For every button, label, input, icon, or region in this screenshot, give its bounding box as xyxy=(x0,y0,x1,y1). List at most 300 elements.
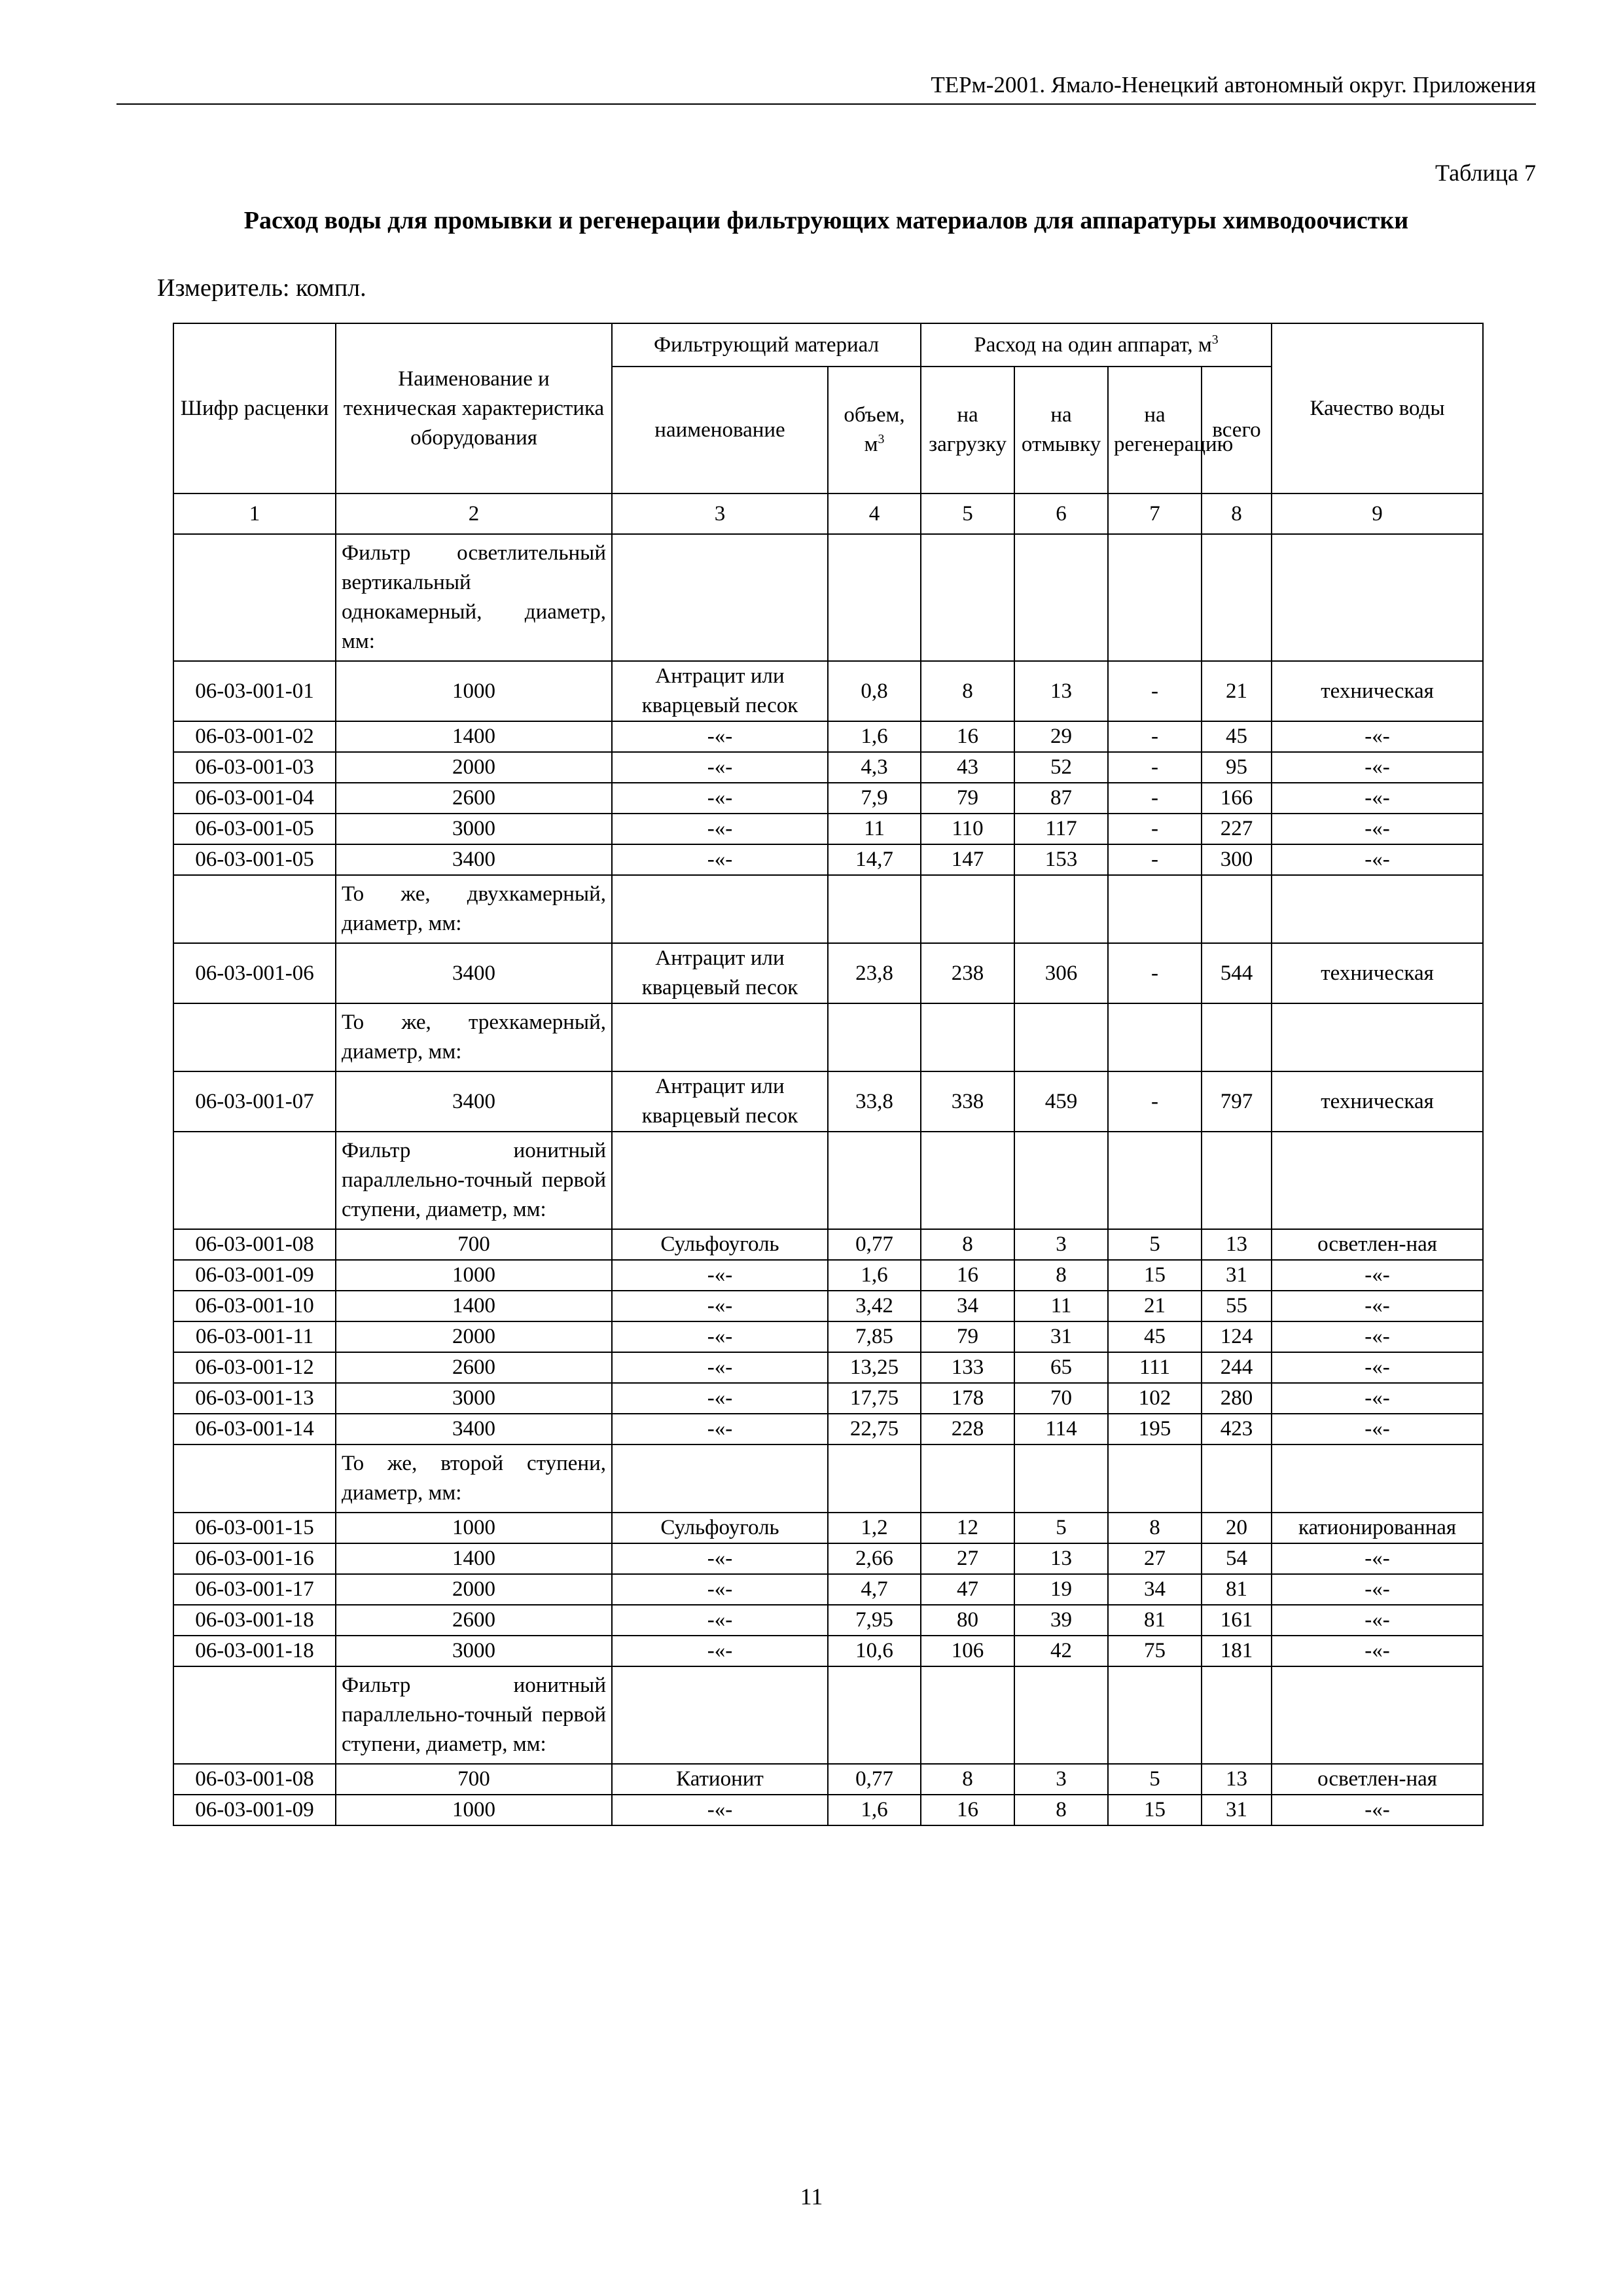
cell-diameter: 700 xyxy=(336,1764,612,1795)
header-regeneration: на регенерацию xyxy=(1108,367,1202,493)
cell-material-name: Антрацит или кварцевый песок xyxy=(612,943,828,1003)
cell-diameter: 1400 xyxy=(336,1291,612,1321)
cell-regeneration: - xyxy=(1108,844,1202,875)
header-consumption xyxy=(921,323,1272,367)
empty-cell xyxy=(1108,534,1202,661)
empty-cell xyxy=(1272,1444,1483,1513)
column-number: 6 xyxy=(1014,493,1108,534)
header-equipment: Наименование и техническая характеристика оборудования xyxy=(336,323,612,493)
cell-washing: 39 xyxy=(1014,1605,1108,1636)
cell-regeneration: 111 xyxy=(1108,1352,1202,1383)
table-row xyxy=(173,752,1483,783)
cell-code: 06-03-001-18 xyxy=(173,1605,336,1636)
cell-washing: 31 xyxy=(1014,1321,1108,1352)
cell-regeneration: - xyxy=(1108,1071,1202,1132)
cell-material-name: -«- xyxy=(612,1414,828,1444)
cell-material-name: Антрацит или кварцевый песок xyxy=(612,661,828,721)
empty-cell xyxy=(921,1444,1014,1513)
cell-water-quality: -«- xyxy=(1272,1383,1483,1414)
cell-regeneration: 195 xyxy=(1108,1414,1202,1444)
cell-loading: 47 xyxy=(921,1574,1014,1605)
cell-water-quality: техническая xyxy=(1272,661,1483,721)
running-header: ТЕРм-2001. Ямало-Ненецкий автономный округ. Приложения xyxy=(931,72,1536,98)
cell-washing: 70 xyxy=(1014,1383,1108,1414)
section-row xyxy=(173,1132,1483,1229)
cell-loading: 8 xyxy=(921,1229,1014,1260)
cell-water-quality: -«- xyxy=(1272,1574,1483,1605)
cell-washing: 13 xyxy=(1014,1543,1108,1574)
cell-regeneration: 75 xyxy=(1108,1636,1202,1666)
table-row xyxy=(173,1352,1483,1383)
cell-washing: 8 xyxy=(1014,1260,1108,1291)
empty-cell xyxy=(921,1132,1014,1229)
section-description: Фильтр осветлительный вертикальный однокамерный, диаметр, мм: xyxy=(336,534,612,661)
empty-cell xyxy=(1014,875,1108,943)
page-number: 11 xyxy=(800,2183,823,2210)
cell-volume: 2,66 xyxy=(828,1543,921,1574)
empty-cell xyxy=(612,875,828,943)
section-row xyxy=(173,875,1483,943)
empty-cell xyxy=(1202,1444,1272,1513)
cell-loading: 27 xyxy=(921,1543,1014,1574)
cell-washing: 42 xyxy=(1014,1636,1108,1666)
empty-cell xyxy=(1108,1132,1202,1229)
table-row xyxy=(173,1543,1483,1574)
section-row xyxy=(173,534,1483,661)
cell-total: 300 xyxy=(1202,844,1272,875)
cell-washing: 114 xyxy=(1014,1414,1108,1444)
cell-total: 20 xyxy=(1202,1513,1272,1543)
empty-cell xyxy=(828,1444,921,1513)
empty-cell xyxy=(1272,1003,1483,1071)
column-number: 8 xyxy=(1202,493,1272,534)
cell-volume: 3,42 xyxy=(828,1291,921,1321)
cell-loading: 79 xyxy=(921,783,1014,814)
cell-loading: 133 xyxy=(921,1352,1014,1383)
cell-material-name: -«- xyxy=(612,1291,828,1321)
cell-diameter: 2000 xyxy=(336,1574,612,1605)
cell-washing: 153 xyxy=(1014,844,1108,875)
column-number: 1 xyxy=(173,493,336,534)
cell-diameter: 3400 xyxy=(336,943,612,1003)
empty-cell xyxy=(1108,1003,1202,1071)
cell-loading: 43 xyxy=(921,752,1014,783)
section-row xyxy=(173,1003,1483,1071)
cell-code: 06-03-001-13 xyxy=(173,1383,336,1414)
cell-code: 06-03-001-18 xyxy=(173,1636,336,1666)
table-row xyxy=(173,1574,1483,1605)
cell-water-quality: -«- xyxy=(1272,721,1483,752)
cell-volume: 0,8 xyxy=(828,661,921,721)
cell-water-quality: -«- xyxy=(1272,844,1483,875)
header-filter-material: Фильтрующий материал xyxy=(612,323,921,367)
cell-regeneration: 34 xyxy=(1108,1574,1202,1605)
section-description: Фильтр ионитный параллельно-точный первой ступени, диаметр, мм: xyxy=(336,1132,612,1229)
cell-volume: 1,6 xyxy=(828,1795,921,1825)
cell-material-name: -«- xyxy=(612,1636,828,1666)
empty-cell xyxy=(828,875,921,943)
cell-loading: 238 xyxy=(921,943,1014,1003)
cell-volume: 14,7 xyxy=(828,844,921,875)
cell-total: 55 xyxy=(1202,1291,1272,1321)
empty-cell xyxy=(1014,1132,1108,1229)
cell-code: 06-03-001-10 xyxy=(173,1291,336,1321)
cell-total: 161 xyxy=(1202,1605,1272,1636)
cell-code: 06-03-001-07 xyxy=(173,1071,336,1132)
table-row xyxy=(173,1383,1483,1414)
cell-total: 181 xyxy=(1202,1636,1272,1666)
cell-washing: 117 xyxy=(1014,814,1108,844)
cell-water-quality: -«- xyxy=(1272,1795,1483,1825)
cell-diameter: 3000 xyxy=(336,1636,612,1666)
cell-diameter: 3000 xyxy=(336,1383,612,1414)
section-description: То же, двухкамерный, диаметр, мм: xyxy=(336,875,612,943)
header-loading: на загрузку xyxy=(921,367,1014,493)
empty-cell xyxy=(612,1132,828,1229)
empty-cell xyxy=(1202,1003,1272,1071)
cell-diameter: 700 xyxy=(336,1229,612,1260)
column-number-row xyxy=(173,493,1483,534)
cell-loading: 178 xyxy=(921,1383,1014,1414)
cell-material-name: -«- xyxy=(612,1321,828,1352)
cell-washing: 87 xyxy=(1014,783,1108,814)
cell-material-name: -«- xyxy=(612,783,828,814)
cell-code: 06-03-001-03 xyxy=(173,752,336,783)
empty-cell xyxy=(612,534,828,661)
cell-loading: 147 xyxy=(921,844,1014,875)
table-row xyxy=(173,1795,1483,1825)
cell-water-quality: техническая xyxy=(1272,1071,1483,1132)
table-row xyxy=(173,1605,1483,1636)
cell-diameter: 1000 xyxy=(336,1260,612,1291)
cell-washing: 29 xyxy=(1014,721,1108,752)
cell-total: 95 xyxy=(1202,752,1272,783)
cell-water-quality: -«- xyxy=(1272,1260,1483,1291)
cell-water-quality: техническая xyxy=(1272,943,1483,1003)
cell-loading: 79 xyxy=(921,1321,1014,1352)
empty-cell xyxy=(1108,1444,1202,1513)
column-number: 9 xyxy=(1272,493,1483,534)
cell-diameter: 1000 xyxy=(336,1513,612,1543)
empty-cell xyxy=(1014,1003,1108,1071)
cell-material-name: Катионит xyxy=(612,1764,828,1795)
section-row xyxy=(173,1666,1483,1764)
cell-code: 06-03-001-16 xyxy=(173,1543,336,1574)
column-number: 2 xyxy=(336,493,612,534)
cell-code: 06-03-001-01 xyxy=(173,661,336,721)
cell-total: 244 xyxy=(1202,1352,1272,1383)
cell-water-quality: -«- xyxy=(1272,783,1483,814)
cell-loading: 80 xyxy=(921,1605,1014,1636)
cell-code: 06-03-001-06 xyxy=(173,943,336,1003)
cell-code: 06-03-001-08 xyxy=(173,1229,336,1260)
cell-volume: 11 xyxy=(828,814,921,844)
empty-cell xyxy=(921,875,1014,943)
cell-material-name: Сульфоуголь xyxy=(612,1513,828,1543)
cell-washing: 13 xyxy=(1014,661,1108,721)
empty-cell xyxy=(1014,1666,1108,1764)
cell-loading: 8 xyxy=(921,1764,1014,1795)
cell-washing: 19 xyxy=(1014,1574,1108,1605)
cell-washing: 52 xyxy=(1014,752,1108,783)
cell-water-quality: -«- xyxy=(1272,1605,1483,1636)
cell-material-name: -«- xyxy=(612,1352,828,1383)
table-number: Таблица 7 xyxy=(1435,160,1536,186)
empty-cell xyxy=(612,1666,828,1764)
cell-material-name: -«- xyxy=(612,1574,828,1605)
cell-code: 06-03-001-08 xyxy=(173,1764,336,1795)
cell-material-name: -«- xyxy=(612,844,828,875)
cell-diameter: 2000 xyxy=(336,752,612,783)
cell-material-name: -«- xyxy=(612,721,828,752)
cell-total: 45 xyxy=(1202,721,1272,752)
cell-regeneration: - xyxy=(1108,721,1202,752)
cell-regeneration: 8 xyxy=(1108,1513,1202,1543)
column-number: 3 xyxy=(612,493,828,534)
header-volume xyxy=(828,367,921,493)
cell-total: 21 xyxy=(1202,661,1272,721)
empty-cell xyxy=(1014,534,1108,661)
cell-total: 227 xyxy=(1202,814,1272,844)
empty-cell xyxy=(828,1666,921,1764)
cell-washing: 11 xyxy=(1014,1291,1108,1321)
unit-label: Измеритель: компл. xyxy=(157,274,366,302)
cell-regeneration: 102 xyxy=(1108,1383,1202,1414)
table-row xyxy=(173,1513,1483,1543)
cell-total: 31 xyxy=(1202,1260,1272,1291)
cell-material-name: -«- xyxy=(612,1260,828,1291)
cell-washing: 8 xyxy=(1014,1795,1108,1825)
empty-cell xyxy=(921,1666,1014,1764)
cell-diameter: 3400 xyxy=(336,1071,612,1132)
cell-diameter: 1000 xyxy=(336,1795,612,1825)
cell-diameter: 3000 xyxy=(336,814,612,844)
header-volume-sup: 3 xyxy=(878,432,885,446)
table-body xyxy=(173,534,1483,1825)
cell-regeneration: 21 xyxy=(1108,1291,1202,1321)
empty-cell xyxy=(921,534,1014,661)
cell-code: 06-03-001-12 xyxy=(173,1352,336,1383)
empty-cell xyxy=(828,1003,921,1071)
cell-volume: 1,6 xyxy=(828,721,921,752)
cell-total: 797 xyxy=(1202,1071,1272,1132)
cell-material-name: Антрацит или кварцевый песок xyxy=(612,1071,828,1132)
cell-total: 13 xyxy=(1202,1229,1272,1260)
cell-volume: 4,3 xyxy=(828,752,921,783)
empty-cell xyxy=(173,1666,336,1764)
cell-diameter: 3400 xyxy=(336,1414,612,1444)
cell-loading: 16 xyxy=(921,721,1014,752)
cell-total: 31 xyxy=(1202,1795,1272,1825)
cell-regeneration: - xyxy=(1108,752,1202,783)
cell-regeneration: 5 xyxy=(1108,1229,1202,1260)
cell-total: 544 xyxy=(1202,943,1272,1003)
cell-washing: 306 xyxy=(1014,943,1108,1003)
water-consumption-table xyxy=(173,323,1484,1826)
table-row xyxy=(173,844,1483,875)
cell-regeneration: 45 xyxy=(1108,1321,1202,1352)
cell-regeneration: 81 xyxy=(1108,1605,1202,1636)
cell-loading: 106 xyxy=(921,1636,1014,1666)
header-total: всего xyxy=(1202,367,1272,493)
cell-regeneration: - xyxy=(1108,661,1202,721)
cell-volume: 7,9 xyxy=(828,783,921,814)
cell-loading: 228 xyxy=(921,1414,1014,1444)
cell-volume: 23,8 xyxy=(828,943,921,1003)
cell-volume: 4,7 xyxy=(828,1574,921,1605)
cell-volume: 7,85 xyxy=(828,1321,921,1352)
cell-code: 06-03-001-05 xyxy=(173,844,336,875)
empty-cell xyxy=(173,1444,336,1513)
cell-volume: 33,8 xyxy=(828,1071,921,1132)
empty-cell xyxy=(1202,534,1272,661)
cell-regeneration: 15 xyxy=(1108,1795,1202,1825)
empty-cell xyxy=(1014,1444,1108,1513)
cell-water-quality: катионированная xyxy=(1272,1513,1483,1543)
cell-total: 166 xyxy=(1202,783,1272,814)
section-description: Фильтр ионитный параллельно-точный первой ступени, диаметр, мм: xyxy=(336,1666,612,1764)
cell-diameter: 3400 xyxy=(336,844,612,875)
section-description: То же, трехкамерный, диаметр, мм: xyxy=(336,1003,612,1071)
document-title: Расход воды для промывки и регенерации фильтрующих материалов для аппаратуры химводоочистки xyxy=(243,207,1409,234)
cell-water-quality: -«- xyxy=(1272,814,1483,844)
cell-volume: 1,6 xyxy=(828,1260,921,1291)
section-description: То же, второй ступени, диаметр, мм: xyxy=(336,1444,612,1513)
cell-loading: 16 xyxy=(921,1260,1014,1291)
cell-volume: 13,25 xyxy=(828,1352,921,1383)
empty-cell xyxy=(1272,534,1483,661)
empty-cell xyxy=(1202,1666,1272,1764)
cell-total: 124 xyxy=(1202,1321,1272,1352)
header-rule xyxy=(116,103,1536,105)
empty-cell xyxy=(921,1003,1014,1071)
header-consumption-sup: 3 xyxy=(1211,332,1219,347)
table-row xyxy=(173,814,1483,844)
cell-volume: 0,77 xyxy=(828,1229,921,1260)
cell-code: 06-03-001-17 xyxy=(173,1574,336,1605)
cell-water-quality: осветлен-ная xyxy=(1272,1229,1483,1260)
empty-cell xyxy=(173,1003,336,1071)
cell-material-name: Сульфоуголь xyxy=(612,1229,828,1260)
cell-loading: 12 xyxy=(921,1513,1014,1543)
cell-volume: 1,2 xyxy=(828,1513,921,1543)
empty-cell xyxy=(1272,1666,1483,1764)
empty-cell xyxy=(173,534,336,661)
cell-total: 280 xyxy=(1202,1383,1272,1414)
cell-material-name: -«- xyxy=(612,814,828,844)
cell-regeneration: - xyxy=(1108,783,1202,814)
table-row xyxy=(173,943,1483,1003)
cell-water-quality: осветлен-ная xyxy=(1272,1764,1483,1795)
empty-cell xyxy=(1202,1132,1272,1229)
cell-material-name: -«- xyxy=(612,1605,828,1636)
cell-code: 06-03-001-11 xyxy=(173,1321,336,1352)
header-material-name: наименование xyxy=(612,367,828,493)
cell-regeneration: 5 xyxy=(1108,1764,1202,1795)
cell-water-quality: -«- xyxy=(1272,1636,1483,1666)
cell-washing: 65 xyxy=(1014,1352,1108,1383)
table-row xyxy=(173,721,1483,752)
cell-diameter: 1400 xyxy=(336,721,612,752)
cell-washing: 5 xyxy=(1014,1513,1108,1543)
cell-code: 06-03-001-02 xyxy=(173,721,336,752)
header-water-quality: Качество воды xyxy=(1272,323,1483,493)
cell-diameter: 2000 xyxy=(336,1321,612,1352)
cell-total: 13 xyxy=(1202,1764,1272,1795)
cell-material-name: -«- xyxy=(612,1383,828,1414)
cell-diameter: 2600 xyxy=(336,1605,612,1636)
column-number: 7 xyxy=(1108,493,1202,534)
empty-cell xyxy=(828,1132,921,1229)
table-row xyxy=(173,1071,1483,1132)
empty-cell xyxy=(1108,1666,1202,1764)
cell-loading: 110 xyxy=(921,814,1014,844)
cell-total: 81 xyxy=(1202,1574,1272,1605)
table-row xyxy=(173,1636,1483,1666)
cell-total: 54 xyxy=(1202,1543,1272,1574)
cell-regeneration: 15 xyxy=(1108,1260,1202,1291)
cell-water-quality: -«- xyxy=(1272,1414,1483,1444)
empty-cell xyxy=(1108,875,1202,943)
column-number: 4 xyxy=(828,493,921,534)
empty-cell xyxy=(828,534,921,661)
cell-water-quality: -«- xyxy=(1272,1291,1483,1321)
cell-diameter: 2600 xyxy=(336,1352,612,1383)
cell-material-name: -«- xyxy=(612,752,828,783)
empty-cell xyxy=(612,1444,828,1513)
empty-cell xyxy=(1202,875,1272,943)
cell-regeneration: - xyxy=(1108,943,1202,1003)
section-row xyxy=(173,1444,1483,1513)
cell-code: 06-03-001-15 xyxy=(173,1513,336,1543)
empty-cell xyxy=(1272,875,1483,943)
cell-material-name: -«- xyxy=(612,1795,828,1825)
cell-material-name: -«- xyxy=(612,1543,828,1574)
cell-washing: 3 xyxy=(1014,1764,1108,1795)
table-row xyxy=(173,661,1483,721)
cell-water-quality: -«- xyxy=(1272,752,1483,783)
table-row xyxy=(173,1291,1483,1321)
cell-water-quality: -«- xyxy=(1272,1543,1483,1574)
cell-loading: 16 xyxy=(921,1795,1014,1825)
empty-cell xyxy=(173,875,336,943)
cell-washing: 3 xyxy=(1014,1229,1108,1260)
cell-diameter: 1400 xyxy=(336,1543,612,1574)
table-row xyxy=(173,1764,1483,1795)
table-row xyxy=(173,1229,1483,1260)
cell-total: 423 xyxy=(1202,1414,1272,1444)
empty-cell xyxy=(173,1132,336,1229)
cell-volume: 17,75 xyxy=(828,1383,921,1414)
empty-cell xyxy=(1272,1132,1483,1229)
cell-loading: 338 xyxy=(921,1071,1014,1132)
header-washing: на отмывку xyxy=(1014,367,1108,493)
table-row xyxy=(173,1321,1483,1352)
table-row xyxy=(173,1414,1483,1444)
header-consumption-text: Расход на один аппарат, м xyxy=(974,332,1212,357)
cell-code: 06-03-001-09 xyxy=(173,1260,336,1291)
table-row xyxy=(173,1260,1483,1291)
column-number: 5 xyxy=(921,493,1014,534)
cell-regeneration: 27 xyxy=(1108,1543,1202,1574)
cell-code: 06-03-001-05 xyxy=(173,814,336,844)
cell-volume: 7,95 xyxy=(828,1605,921,1636)
cell-loading: 8 xyxy=(921,661,1014,721)
cell-diameter: 1000 xyxy=(336,661,612,721)
cell-regeneration: - xyxy=(1108,814,1202,844)
table-row xyxy=(173,783,1483,814)
cell-water-quality: -«- xyxy=(1272,1321,1483,1352)
